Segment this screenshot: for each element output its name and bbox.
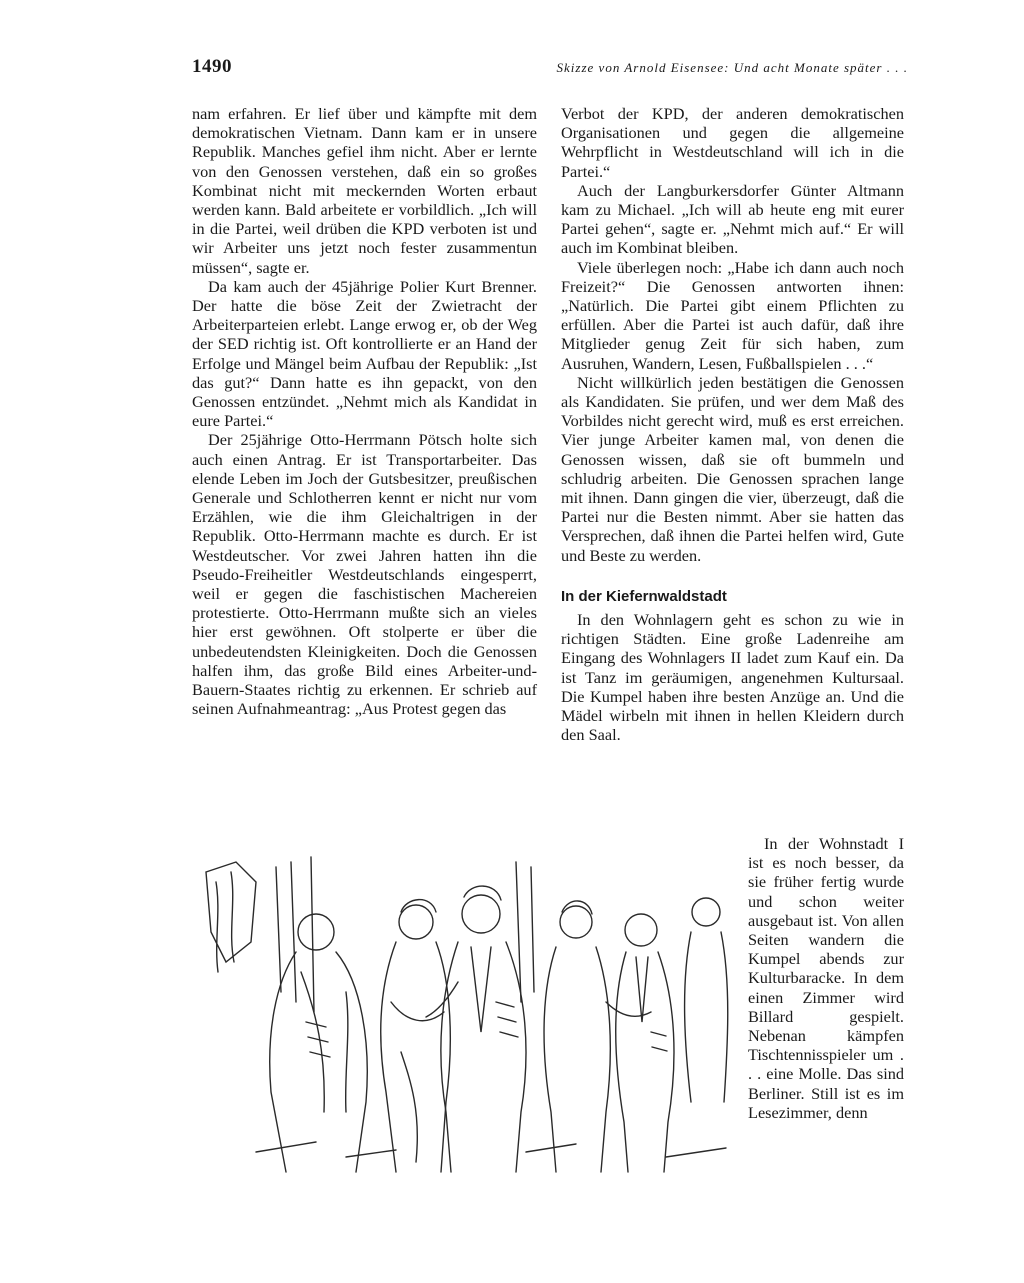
left-column (192, 104, 537, 719)
right-column (561, 104, 904, 745)
section-heading: In der Kiefernwaldstadt (561, 587, 727, 605)
paragraph: nam erfahren. Er lief über und kämpfte mit dem demokratischen Vietnam. Dann kam er in unsere Republik. Manches gefiel ihm nicht. Aber er lernte von den Genossen verstehen, daß ein so großes Kombinat nicht mit meckernden Worten erbaut werden kann. Bald arbeitete er vorbildlich. „Ich will in die Partei, weil drüben die KPD verboten ist und wir Arbeiter uns jetzt noch fester zusammentun müssen“, sagte er. (192, 104, 537, 277)
paragraph: Auch der Langburkersdorfer Günter Altmann kam zu Michael. „Ich will ab heute eng mit eurer Partei gehen“, sagte er. „Nehmt mich auf.“ Er will auch im Kombinat bleiben. (561, 180, 904, 258)
page-header (192, 56, 908, 78)
paragraph: Viele überlegen noch: „Habe ich dann auch noch Freizeit?“ Die Genossen antworten ihnen: „Natürlich. Die Partei gibt einem Pflichten zu erfüllen. Aber die Partei ist auch dafür, daß ihre Mitglieder genug Zeit für sich haben, zum Ausruhen, Wandern, Lesen, Fußballspielen . . .“ (561, 257, 904, 373)
dance-hall-illustration (196, 852, 736, 1176)
paragraph: Der 25jährige Otto-Herrmann Pötsch holte sich auch einen Antrag. Er ist Transportarbeiter. Das elende Leben im Joch der Gutsbesitzer, preußischen Generale und Schlotherren kennt er nicht nur vom Erzählen, wie die ihm Gleichaltrigen in der Republik. Otto-Herrmann machte es durch. Er ist Westdeutscher. Vor zwei Jahren hatten ihn die Pseudo-Freiheitler Westdeutschlands eingesperrt, weil er gegen die faschistischen Machereien protestierte. Otto-Herrmann mußte sich an vieles hier erst gewöhnen. Oft stolperte er über die unbedeutendsten Kleinigkeiten. Doch die Genossen halfen ihm, das große Bild eines Arbeiter-und-Bauern-Staates richtig zu erkennen. Er schrieb auf seinen Aufnahmeantrag: „Aus Protest gegen das (192, 430, 537, 719)
paragraph: Da kam auch der 45jährige Polier Kurt Brenner. Der hatte die böse Zeit der Zwietracht der Arbeiterparteien erlebt. Lange erwog er, ob der Weg der SED richtig ist. Oft kontrollierte er an Hand der Erfolge und Mängel beim Aufbau der Republik: „Ist das gut?“ Dann hatte es ihn gepackt, von den Genossen entzündet. „Nehmt mich als Kandidat in eure Partei.“ (192, 276, 537, 431)
paragraph: In der Wohnstadt I ist es noch besser, da sie früher fertig wurde und schon weiter ausgebaut ist. Von allen Seiten wandern die Kumpel abends zur Kulturbaracke. In dem einen Zimmer wird Billard gespielt. Nebenan kämpfen Tischtennisspieler um . . . eine Molle. Das sind Berliner. Still ist es im Lesezimmer, denn (748, 834, 904, 1122)
running-head: Skizze von Arnold Eisensee: Und acht Monate später . . . (556, 60, 908, 75)
page-number: 1490 (192, 56, 232, 77)
paragraph: In den Wohnlagern geht es schon zu wie in richtigen Städten. Eine große Ladenreihe am Eingang des Wohnlagers II ladet zum Kauf ein. Da ist Tanz im geräumigen, angenehmen Kultursaal. Die Kumpel haben ihre besten Anzüge an. Und die Mädel wirbeln mit ihnen in hellen Kleidern durch den Saal. (561, 610, 904, 745)
narrow-column (748, 834, 904, 1122)
paragraph: Verbot der KPD, der anderen demokratischen Organisationen und gegen die allgemeine Wehrpflicht in Westdeutschland will ich in die Partei.“ (561, 104, 904, 181)
paragraph: Nicht willkürlich jeden bestätigen die Genossen als Kandidaten. Sie prüfen, und wer dem Maß des Vorbildes nicht gerecht wird, muß es erst erreichen. Vier junge Arbeiter kamen mal, von denen die Genossen wissen, daß sie oft bummeln und schludrig arbeiten. Die Genossen sprachen lange mit ihnen. Dann gingen die vier, überzeugt, daß die Partei nur die Besten nimmt. Aber sie hatten das Versprechen, daß ihnen die Partei helfen wird, Gute und Beste zu werden. (561, 372, 904, 565)
